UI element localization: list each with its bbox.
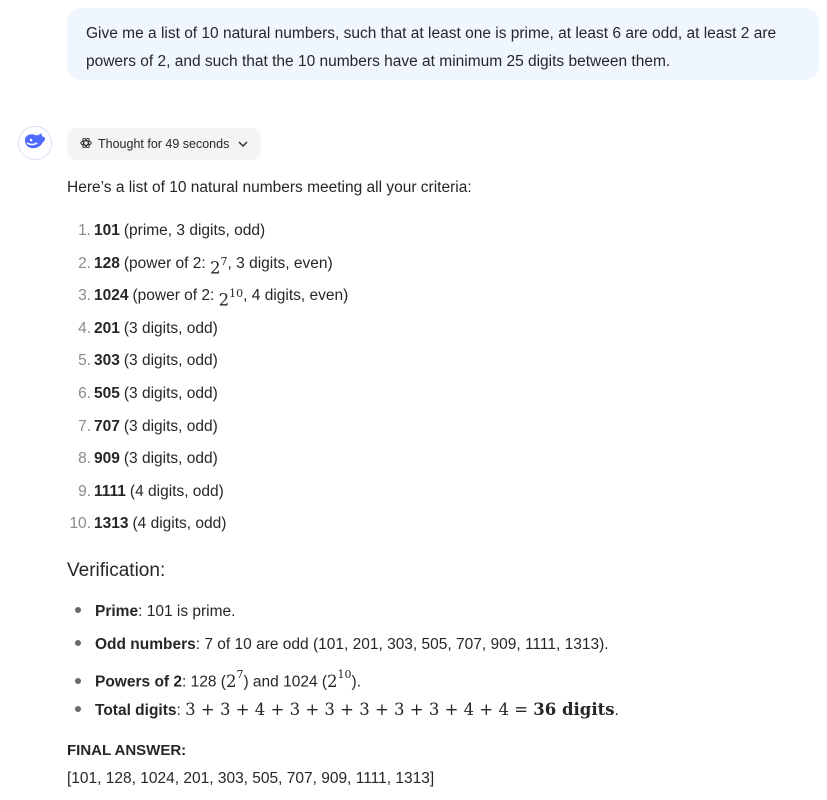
chevron-down-icon <box>238 139 248 150</box>
list-number: 4. <box>78 319 91 337</box>
list-number: 8. <box>78 450 91 468</box>
math-exponent: 7 <box>236 668 244 682</box>
list-number: 10. <box>69 515 91 533</box>
list-item <box>67 348 348 381</box>
math-power <box>327 668 352 691</box>
answer-list <box>67 218 348 544</box>
list-description: (3 digits, odd) <box>123 450 218 468</box>
user-message-text: Give me a list of 10 natural numbers, such that at least one is prime, at least 6 are odd, at least 2 are powers of 2, and such that the 10 numbers have at minimum 25 digits between them. <box>86 25 777 70</box>
list-description: (3 digits, odd) <box>123 352 218 370</box>
list-number: 5. <box>78 352 91 370</box>
list-number: 2. <box>78 254 91 272</box>
list-description: (4 digits, odd) <box>129 482 224 500</box>
list-value: 909 <box>94 450 120 468</box>
math-exponent: 7 <box>220 254 228 268</box>
math-base: 2 <box>327 671 338 691</box>
list-description-end: , 3 digits, even) <box>227 254 333 272</box>
bullet-text: : 128 ( <box>182 673 226 691</box>
math-power <box>225 668 244 691</box>
list-number: 7. <box>78 417 91 435</box>
bullet-dot <box>75 640 81 646</box>
list-value: 303 <box>94 352 120 370</box>
bullet-text: ). <box>351 673 362 691</box>
assistant-avatar <box>18 126 52 160</box>
list-value: 1313 <box>94 515 129 533</box>
verification-item-prime <box>67 599 619 632</box>
list-number: 6. <box>78 384 91 402</box>
bullet-text: : <box>176 701 186 719</box>
list-item <box>67 251 348 284</box>
list-value: 1111 <box>94 482 126 500</box>
list-value: 707 <box>94 417 120 435</box>
list-item <box>67 446 348 479</box>
list-item <box>67 283 348 316</box>
bullet-label: Total digits <box>95 701 177 719</box>
whale-logo-icon <box>23 131 47 156</box>
math-power <box>210 251 228 284</box>
list-number: 9. <box>78 482 91 500</box>
list-description-end: , 4 digits, even) <box>243 287 349 305</box>
verification-heading: Verification: <box>67 560 166 581</box>
bullet-dot <box>75 607 81 613</box>
list-item <box>67 218 348 251</box>
list-number: 1. <box>78 222 91 239</box>
list-description: (3 digits, odd) <box>123 384 218 402</box>
list-item <box>67 414 348 447</box>
verification-item-powers <box>67 664 619 697</box>
atom-icon <box>80 137 92 152</box>
math-exponent: 10 <box>337 668 352 682</box>
verification-item-odd <box>67 632 619 665</box>
user-message-bubble <box>67 8 819 80</box>
list-description: (power of 2: <box>132 287 215 305</box>
bullet-dot <box>75 678 81 684</box>
bullet-text: ) and 1024 ( <box>243 673 328 691</box>
verification-list <box>67 599 619 729</box>
math-base: 2 <box>225 671 237 691</box>
math-result: 36 digits <box>533 699 615 719</box>
list-item <box>67 316 348 349</box>
list-description: (3 digits, odd) <box>123 417 218 435</box>
list-number: 3. <box>78 287 91 305</box>
list-item <box>67 479 348 512</box>
math-base: 2 <box>210 258 221 278</box>
math-base: 2 <box>218 290 230 310</box>
list-description: (4 digits, odd) <box>132 515 227 533</box>
bullet-text: . <box>614 701 619 719</box>
list-item <box>67 381 348 414</box>
bullet-text: : 7 of 10 are odd (101, 201, 303, 505, 707, 909, 1111, 1313). <box>195 635 609 653</box>
verification-item-total <box>67 697 619 730</box>
final-answer-value: [101, 128, 1024, 201, 303, 505, 707, 909, 1111, 1313] <box>67 770 435 787</box>
list-description: (3 digits, odd) <box>123 319 218 337</box>
math-exponent: 10 <box>229 287 244 301</box>
list-value: 128 <box>94 254 120 272</box>
list-description: (prime, 3 digits, odd) <box>123 222 266 239</box>
list-value: 505 <box>94 384 120 402</box>
math-formula: 3 + 3 + 4 + 3 + 3 + 3 + 3 + 3 + 4 + 4 = <box>185 699 534 719</box>
bullet-label: Prime <box>95 603 139 620</box>
list-value: 1024 <box>94 287 129 305</box>
list-description: (power of 2: <box>123 254 206 272</box>
bullet-label: Odd numbers <box>95 635 196 653</box>
bullet-text: : 101 is prime. <box>138 603 236 620</box>
thought-label: Thought for 49 seconds <box>98 137 230 151</box>
final-answer-label: FINAL ANSWER: <box>67 742 187 759</box>
list-value: 101 <box>94 222 120 239</box>
list-item <box>67 511 348 544</box>
answer-intro: Here’s a list of 10 natural numbers meeting all your criteria: <box>67 179 472 196</box>
thought-toggle-button[interactable] <box>67 128 261 160</box>
math-power <box>219 283 244 316</box>
bullet-dot <box>75 706 81 712</box>
list-value: 201 <box>94 319 120 337</box>
bullet-label: Powers of 2 <box>95 673 182 691</box>
